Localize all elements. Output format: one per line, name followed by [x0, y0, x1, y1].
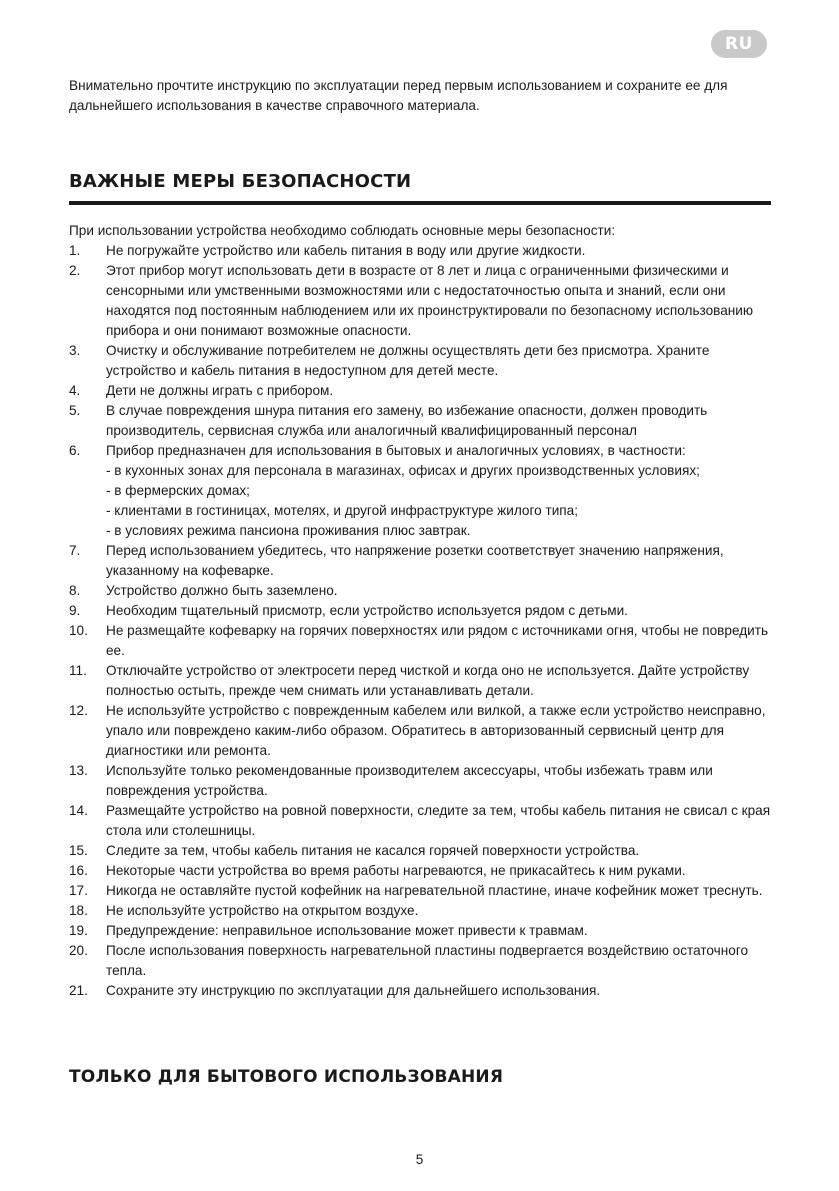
rule-number: 2. — [69, 263, 81, 278]
rule-number: 14. — [69, 803, 88, 818]
intro-paragraph: Внимательно прочтите инструкцию по эксплуатации перед первым использованием и сохраните ее для дальнейшего использования в качестве справочного материала. — [69, 78, 728, 113]
rule-text: Очистку и обслуживание потребителем не должны осуществлять дети без присмотра. Храните устройство и кабель питания в недоступном для детей месте. — [106, 343, 710, 378]
rule-number: 5. — [69, 403, 81, 418]
rule-text: Устройство должно быть заземлено. — [106, 583, 338, 598]
rule-subitem: - в фермерских домах; — [106, 483, 250, 498]
safety-rule-item — [69, 881, 774, 901]
rule-body — [106, 941, 774, 981]
rule-text: В случае повреждения шнура питания его замену, во избежание опасности, должен проводить производитель, сервисная служба или аналогичный квалифицированный персонал — [106, 403, 708, 438]
rule-text: Предупреждение: неправильное использование может привести к травмам. — [106, 923, 588, 938]
safety-rules-list — [69, 241, 774, 1001]
rule-number: 20. — [69, 943, 88, 958]
safety-rule-item — [69, 341, 774, 381]
rule-text: Этот прибор могут использовать дети в возрасте от 8 лет и лица с ограниченными физическими и сенсорными или умственными возможностями или с недостаточностью опыта и знаний, если они находятся под постоянным наблюдением или их проинструктировали по безопасному использованию прибора и они понимают возможные опасности. — [106, 263, 754, 338]
safety-rule-item — [69, 621, 774, 661]
rule-text: Отключайте устройство от электросети перед чисткой и когда оно не используется. Дайте устройству полностью остыть, прежде чем снимать или устанавливать детали. — [106, 663, 750, 698]
rule-body — [106, 341, 774, 381]
rule-number: 18. — [69, 903, 88, 918]
rule-number: 13. — [69, 763, 88, 778]
rule-body — [106, 881, 774, 901]
rule-number: 15. — [69, 843, 88, 858]
safety-rule-item — [69, 541, 774, 581]
rule-body — [106, 841, 774, 861]
safety-rule-item — [69, 841, 774, 861]
page-number: 5 — [415, 1152, 424, 1167]
safety-rule-item — [69, 261, 774, 341]
safety-rule-item — [69, 921, 774, 941]
safety-rule-item — [69, 761, 774, 801]
safety-rule-item — [69, 581, 774, 601]
safety-rule-item — [69, 601, 774, 621]
safety-rule-item — [69, 901, 774, 921]
rule-body — [106, 541, 774, 581]
rule-text: Сохраните эту инструкцию по эксплуатации для дальнейшего использования. — [106, 983, 601, 998]
rule-subitem: - клиентами в гостиницах, мотелях, и другой инфраструктуре жилого типа; — [106, 503, 579, 518]
rule-number: 12. — [69, 703, 88, 718]
rule-number: 3. — [69, 343, 81, 358]
rule-body — [106, 381, 774, 401]
rule-number: 7. — [69, 543, 81, 558]
rule-text: Используйте только рекомендованные производителем аксессуары, чтобы избежать травм или повреждения устройства. — [106, 763, 713, 798]
rule-number: 10. — [69, 623, 88, 638]
rule-text: Дети не должны играть с прибором. — [106, 383, 334, 398]
safety-rule-item — [69, 401, 774, 441]
rule-body — [106, 401, 774, 441]
safety-intro: При использовании устройства необходимо соблюдать основные меры безопасности: — [69, 223, 616, 238]
rule-body — [106, 441, 774, 541]
rule-text: Не погружайте устройство или кабель питания в воду или другие жидкости. — [106, 243, 586, 258]
rule-body — [106, 921, 774, 941]
rule-body — [106, 901, 774, 921]
rule-body — [106, 581, 774, 601]
rule-body — [106, 761, 774, 801]
rule-body — [106, 241, 774, 261]
rule-number: 11. — [69, 663, 87, 678]
rule-subitem: - в кухонных зонах для персонала в магазинах, офисах и других производственных условиях; — [106, 463, 700, 478]
rule-number: 21. — [69, 983, 88, 998]
rule-text: Никогда не оставляйте пустой кофейник на нагревательной пластине, иначе кофейник может треснуть. — [106, 883, 763, 898]
rule-body — [106, 661, 774, 701]
rule-body — [106, 981, 774, 1001]
rule-text: После использования поверхность нагревательной пластины подвергается воздействию остаточного тепла. — [106, 943, 749, 978]
safety-heading: ВАЖНЫЕ МЕРЫ БЕЗОПАСНОСТИ — [69, 169, 771, 205]
rule-number: 16. — [69, 863, 88, 878]
rule-body — [106, 861, 774, 881]
language-badge: RU — [711, 30, 767, 58]
safety-rule-item — [69, 701, 774, 761]
safety-rule-item — [69, 441, 774, 541]
rule-text: Не используйте устройство с поврежденным кабелем или вилкой, а также если устройство неисправно, упало или повреждено каким-либо образом. Обратитесь в авторизованный сервисный центр для диагностики или ремонта. — [106, 703, 766, 758]
rule-body — [106, 701, 774, 761]
rule-number: 4. — [69, 383, 81, 398]
rule-number: 8. — [69, 583, 81, 598]
rule-body — [106, 621, 774, 661]
safety-rule-item — [69, 661, 774, 701]
safety-rule-item — [69, 861, 774, 881]
rule-number: 17. — [69, 883, 88, 898]
rule-body — [106, 801, 774, 841]
rule-text: Следите за тем, чтобы кабель питания не касался горячей поверхности устройства. — [106, 843, 640, 858]
rule-body — [106, 601, 774, 621]
rule-number: 6. — [69, 443, 81, 458]
rule-text: Прибор предназначен для использования в бытовых и аналогичных условиях, в частности: — [106, 443, 686, 458]
safety-rule-item — [69, 381, 774, 401]
safety-rule-item — [69, 981, 774, 1001]
rule-body — [106, 261, 774, 341]
safety-rule-item — [69, 241, 774, 261]
rule-number: 9. — [69, 603, 81, 618]
rule-text: Необходим тщательный присмотр, если устройство используется рядом с детьми. — [106, 603, 628, 618]
household-heading: ТОЛЬКО ДЛЯ БЫТОВОГО ИСПОЛЬЗОВАНИЯ — [69, 1067, 504, 1087]
rule-number: 19. — [69, 923, 88, 938]
rule-text: Размещайте устройство на ровной поверхности, следите за тем, чтобы кабель питания не свисал с края стола или столешницы. — [106, 803, 771, 838]
rule-text: Не размещайте кофеварку на горячих поверхностях или рядом с источниками огня, чтобы не повредить ее. — [106, 623, 769, 658]
rule-text: Некоторые части устройства во время работы нагреваются, не прикасайтесь к ним руками. — [106, 863, 686, 878]
safety-rule-item — [69, 941, 774, 981]
safety-rule-item — [69, 801, 774, 841]
rule-subitem: - в условиях режима пансиона проживания плюс завтрак. — [106, 523, 471, 538]
rule-number: 1. — [69, 243, 81, 258]
rule-text: Не используйте устройство на открытом воздухе. — [106, 903, 419, 918]
rule-text: Перед использованием убедитесь, что напряжение розетки соответствует значению напряжения, указанному на кофеварке. — [106, 543, 724, 578]
